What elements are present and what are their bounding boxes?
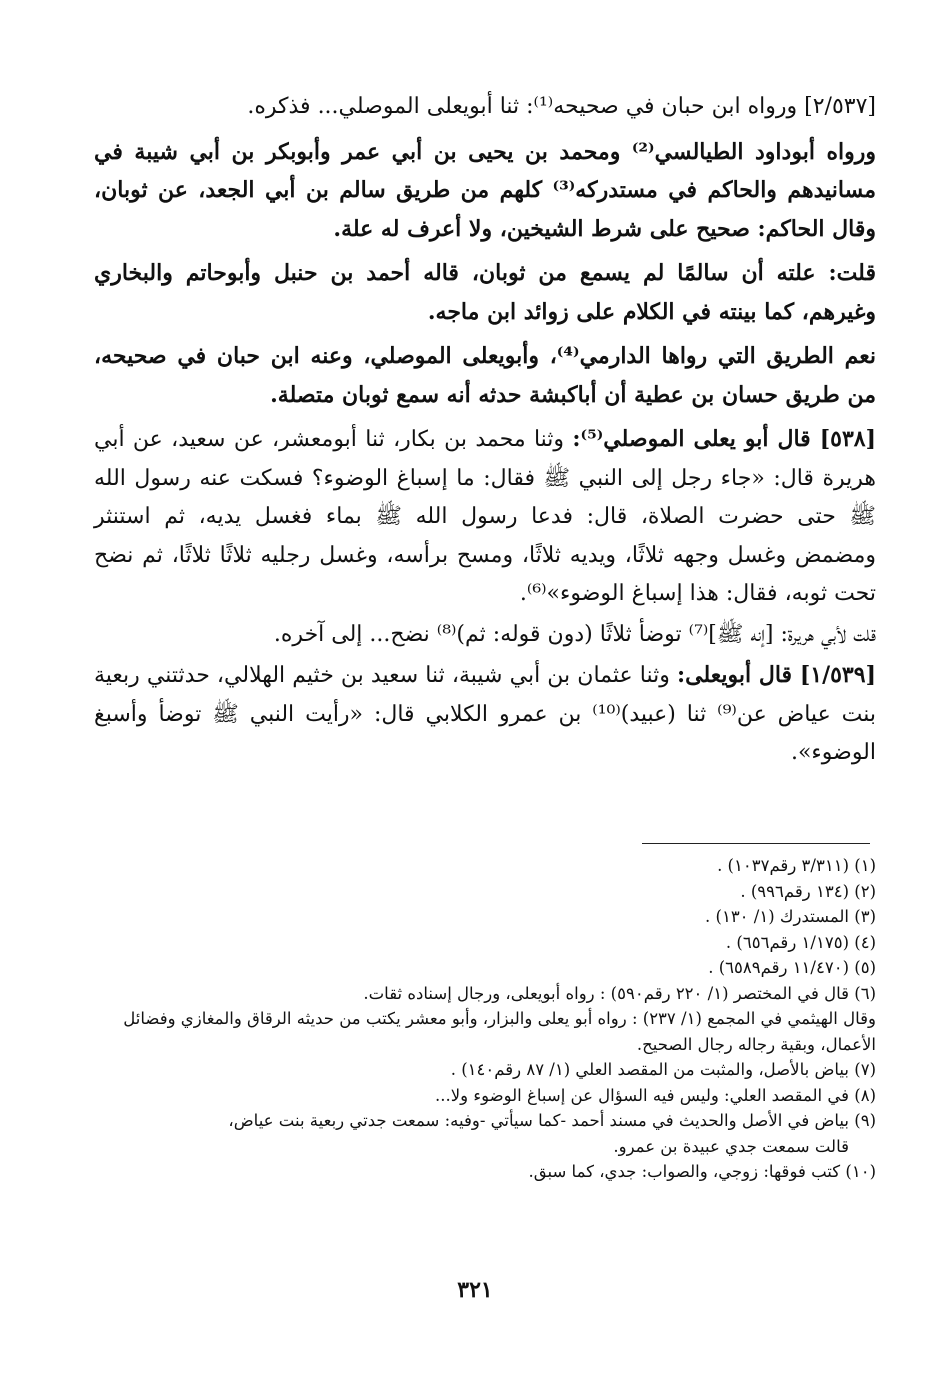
paragraph-538 [94,420,876,614]
paragraph-539-1 [94,656,876,773]
footnote-9: (٩) بياض في الأصل والحديث في مسند أحمد -كما سيأتي -وفيه: سمعت جدتي ربعية بنت عياض، [228,1111,876,1130]
hadith-539-heading: [١/٥٣٩] قال أبويعلى: [676,662,876,688]
footnote-7: (٧) بياض بالأصل، والمثبت من المقصد العلي (١/ ٨٧ رقم١٤٠) . [450,1060,876,1079]
main-text [94,88,876,779]
paragraph-abu-hurayra-note: قلت لأبي هريرة: [إنه ﷺ]⁽⁷⁾ توضأ ثلاثًا (دون قوله: ثم)⁽⁸⁾ نضح... إلى آخره. [273,621,876,647]
footnote-10: (١٠) كتب فوقها: زوجي، والصواب: جدي، كما سبق. [528,1162,876,1181]
footnotes [104,853,876,1185]
paragraph-illah: قلت: علته أن سالمًا لم يسمع من ثوبان، قاله أحمد بن حنبل وأبوحاتم والبخاري وغيرهم، كما بينته في الكلام على زوائد ابن ماجه. [94,260,876,325]
footnote-6-continuation: وقال الهيثمي في المجمع (١/ ٢٣٧) : رواه أبو يعلى والبزار، وأبو معشر يكتب من حديثه الرقاق والمغازي وفضائل الأعمال، وبقية رجاله رجال الصحيح. [123,1009,876,1054]
page-number: ٣٢١ [457,1277,493,1303]
paragraph-537-2: [٢/٥٣٧] ورواه ابن حبان في صحيحه⁽¹⁾: ثنا أبويعلى الموصلي... فذكره. [247,94,876,119]
footnote-separator [642,843,870,844]
footnote-4: (٤) (١/١٧٥ رقم٦٥٦) . [725,932,876,952]
footnote-6: (٦) قال في المختصر (١/ ٢٢٠ رقم٥٩٠) : رواه أبويعلى، ورجال إسناده ثقات. [363,983,876,1003]
footnote-9-continuation: قالت سمعت جدي عبيدة بن عمرو. [613,1136,849,1156]
paragraph-tayalisi: ورواه أبوداود الطيالسي⁽²⁾ ومحمد بن يحيى بن أبي عمر وأبوبكر بن أبي شيبة في مسانيدهم والحاكم في مستدركه⁽³⁾ كلهم من طريق سالم بن أبي الجعد، عن ثوبان، وقال الحاكم: صحيح على شرط الشيخين، ولا أعرف له علة. [94,138,877,242]
footnote-8: (٨) في المقصد العلي: وليس فيه السؤال عن إسباغ الوضوء ولا... [434,1085,876,1105]
footnote-2: (٢) (١٣٤ رقم٩٩٦) . [740,881,876,901]
footnote-5: (٥) (١١/٤٧٠ رقم٦٥٨٩) . [708,958,876,977]
footnote-3: (٣) المستدرك (١/ ١٣٠) . [705,907,876,926]
hadith-539-text: وثنا عثمان بن أبي شيبة، ثنا سعيد بن خثيم الهلالي، حدثتني ربعية بنت عياض عن⁽⁹⁾ ثنا (عبيد)⁽¹⁰⁾ بن عمرو الكلابي قال: «رأيت النبي ﷺ توضأ وأسبغ الوضوء». [94,663,876,765]
hadith-538-heading: [٥٣٨] قال أبو يعلى الموصلي⁽⁵⁾: [572,426,876,452]
hadith-538-text: وثنا محمد بن بكار، ثنا أبومعشر، عن سعيد، عن أبي هريرة قال: «جاء رجل إلى النبي ﷺ فقال: ما إسباغ الوضوء؟ فسكت عنه رسول الله ﷺ حتى حضرت الصلاة، قال: فدعا رسول الله ﷺ بماء فغسل يديه، ثم استنثر ومضمض وغسل وجهه ثلاثًا، ويديه ثلاثًا، ومسح برأسه، وغسل رجليه ثلاثًا ثلاثًا، ثم نضح تحت ثوبه، فقال: هذا إسباغ الوضوء»⁽⁶⁾. [94,427,876,606]
paragraph-darimi: نعم الطريق التي رواها الدارمي⁽⁴⁾، وأبويعلى الموصلي، وعنه ابن حبان في صحيحه، من طريق حسان بن عطية أن أباكبشة حدثه أنه سمع ثوبان متصلة. [94,343,877,408]
footnote-1: (١) (٣/٣١١ رقم١٠٣٧) . [717,856,876,875]
